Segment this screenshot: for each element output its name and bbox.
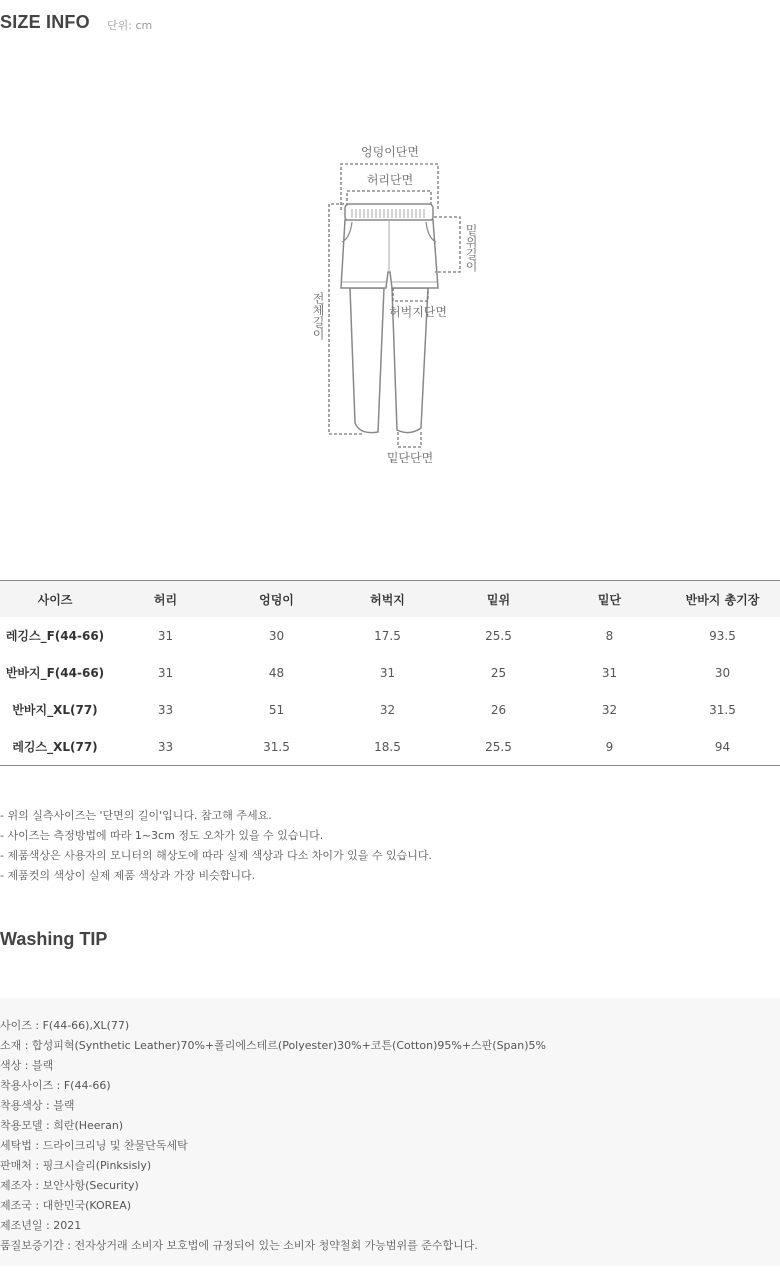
table-row	[0, 728, 780, 766]
info-year: 제조년일 : 2021	[0, 1219, 82, 1232]
table-cell: 25	[490, 665, 507, 680]
note-line: - 위의 실측사이즈는 '단면의 길이'입니다. 참고해 주세요.	[0, 809, 272, 822]
table-cell: 93.5	[709, 628, 736, 643]
table-header-row	[0, 581, 780, 618]
table-row	[0, 654, 780, 691]
thigh-label: 허벅지단면	[389, 305, 447, 319]
total-length-label: 전체길이	[311, 292, 325, 340]
table-cell: 33	[157, 702, 174, 717]
header-waist: 허리	[110, 581, 221, 618]
table-cell: 31.5	[263, 739, 290, 754]
table-cell: 48	[268, 665, 285, 680]
table-cell: 94	[714, 739, 731, 754]
table-row	[0, 617, 780, 654]
size-name-cell: 레깅스_XL(77)	[12, 740, 98, 754]
header-rise: 밑위	[443, 581, 554, 618]
washing-tip-title: Washing TIP	[0, 929, 108, 949]
size-name-cell: 레깅스_F(44-66)	[5, 629, 105, 643]
hem-label: 밑단단면	[386, 451, 434, 465]
table-cell: 31	[157, 628, 174, 643]
header-thigh: 허벅지	[332, 581, 443, 618]
size-table	[0, 580, 780, 766]
info-size: 사이즈 : F(44-66),XL(77)	[0, 1019, 130, 1032]
header-shorts-length: 반바지 총기장	[665, 581, 780, 618]
table-cell: 18.5	[374, 739, 401, 754]
table-cell: 32	[601, 702, 618, 717]
table-cell: 31	[157, 665, 174, 680]
table-cell: 31	[601, 665, 618, 680]
info-warranty: 품질보증기간 : 전자상거래 소비자 보호법에 규정되어 있는 소비자 청약철회 가능범위를 준수합니다.	[0, 1239, 478, 1252]
info-seller: 판매처 : 핑크시슬리(Pinksisly)	[0, 1159, 152, 1172]
header-hip: 엉덩이	[221, 581, 332, 618]
hem-measure-line	[398, 432, 421, 447]
table-cell: 17.5	[374, 628, 401, 643]
waist-label: 허리단면	[366, 173, 414, 187]
info-washing: 세탁법 : 드라이크리닝 및 찬물단독세탁	[0, 1139, 188, 1152]
table-cell: 51	[268, 702, 285, 717]
product-info-list	[0, 1016, 780, 1256]
info-manufacturer: 제조자 : 보안사항(Security)	[0, 1179, 139, 1192]
table-cell: 33	[157, 739, 174, 754]
hip-label: 엉덩이단면	[361, 145, 419, 159]
note-line: - 사이즈는 측정방법에 따라 1~3cm 정도 오차가 있을 수 있습니다.	[0, 829, 324, 842]
pants-diagram-svg	[300, 140, 480, 470]
table-cell: 25.5	[485, 628, 512, 643]
table-cell: 30	[268, 628, 285, 643]
size-unit-label: 단위: cm	[107, 19, 153, 32]
info-worn-size: 착용사이즈 : F(44-66)	[0, 1079, 111, 1092]
info-material: 소재 : 합성피혁(Synthetic Leather)70%+폴리에스테르(Polyester)30%+코튼(Cotton)95%+스판(Span)5%	[0, 1039, 546, 1052]
info-color: 색상 : 블랙	[0, 1059, 54, 1072]
info-country: 제조국 : 대한민국(KOREA)	[0, 1199, 132, 1212]
table-cell: 9	[605, 739, 614, 754]
note-line: - 제품컷의 색상이 실제 제품 색상과 가장 비슷합니다.	[0, 869, 256, 882]
product-info-box	[0, 998, 780, 1266]
note-line: - 제품색상은 사용자의 모니터의 해상도에 따라 실제 색상과 다소 차이가 있을 수 있습니다.	[0, 849, 432, 862]
rise-measure-line	[434, 217, 460, 272]
header-size: 사이즈	[0, 581, 110, 618]
info-worn-color: 착용색상 : 블랙	[0, 1099, 75, 1112]
size-info-title: SIZE INFO	[0, 12, 90, 32]
hip-measure-line	[341, 164, 438, 210]
size-notes	[0, 806, 780, 886]
size-diagram	[300, 140, 480, 470]
table-row	[0, 691, 780, 728]
size-name-cell: 반바지_XL(77)	[12, 703, 98, 717]
table-cell: 31.5	[709, 702, 736, 717]
table-cell: 8	[605, 628, 614, 643]
table-cell: 26	[490, 702, 507, 717]
table-cell: 31	[379, 665, 396, 680]
header-hem: 밑단	[554, 581, 665, 618]
size-name-cell: 반바지_F(44-66)	[5, 666, 105, 680]
table-cell: 25.5	[485, 739, 512, 754]
table-cell: 32	[379, 702, 396, 717]
size-info-header	[0, 12, 780, 36]
info-model: 착용모델 : 희란(Heeran)	[0, 1119, 124, 1132]
table-cell: 30	[714, 665, 731, 680]
rise-label: 밑위길이	[464, 224, 478, 272]
